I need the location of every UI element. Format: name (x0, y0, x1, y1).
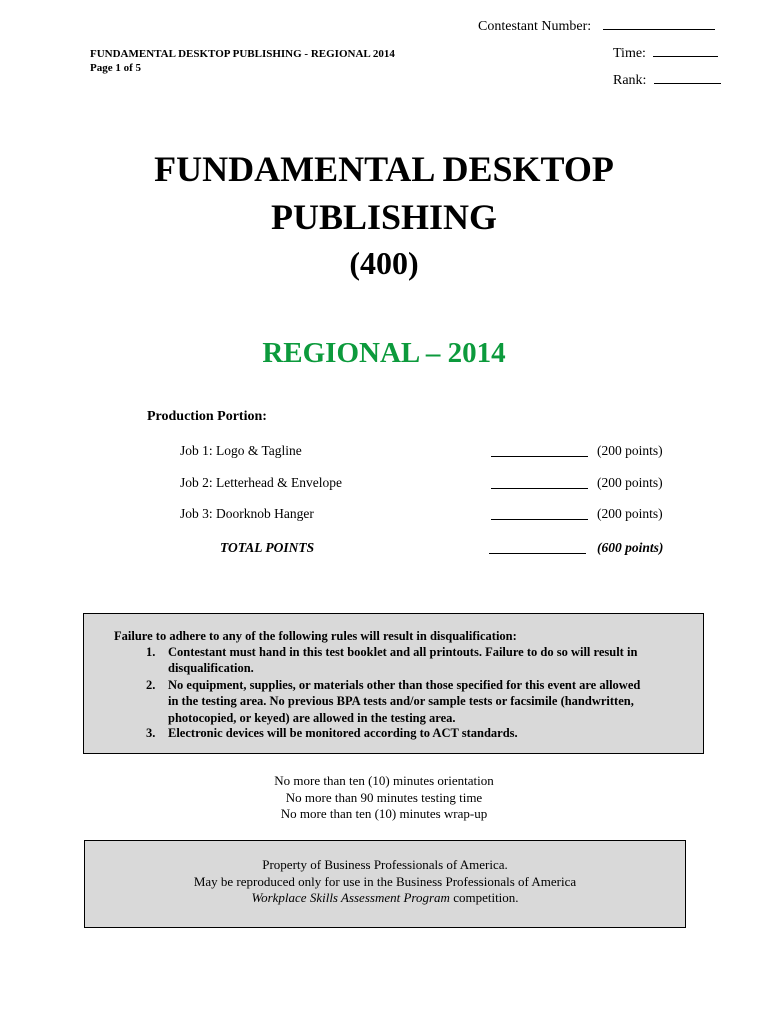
header-doc-title: FUNDAMENTAL DESKTOP PUBLISHING - REGIONAL 2014 (90, 48, 395, 60)
job-row (0, 443, 768, 463)
job-name: Job 3: Doorknob Hanger (180, 506, 314, 521)
running-header (90, 47, 395, 75)
job-score-field[interactable] (491, 519, 588, 520)
total-points-value: (600 points) (597, 540, 664, 555)
rank-label: Rank: (613, 73, 647, 88)
total-points-row (0, 540, 768, 560)
title-line-1: FUNDAMENTAL DESKTOP (154, 149, 614, 189)
job-name: Job 2: Letterhead & Envelope (180, 475, 342, 490)
time-limit-line: No more than 90 minutes testing time (285, 789, 483, 805)
rule-text: No equipment, supplies, or materials other than those specified for this event are allowed in the testing area. No previous BPA tests and/or sample tests or facsimile (handwritten, photocopied, or keyed) are allowed in the testing area. (168, 678, 641, 725)
job-points: (200 points) (597, 475, 663, 490)
job-score-field[interactable] (491, 488, 588, 489)
rank-field[interactable] (654, 71, 721, 84)
job-name: Job 1: Logo & Tagline (180, 443, 302, 458)
property-line-3 (85, 890, 685, 907)
contestant-number-field[interactable] (603, 17, 715, 30)
rule-number: 3. (146, 726, 156, 740)
job-points: (200 points) (597, 443, 663, 458)
rule-text: Electronic devices will be monitored according to ACT standards. (168, 726, 518, 740)
regional-heading: REGIONAL – 2014 (262, 337, 506, 369)
rule-text: Contestant must hand in this test booklet and all printouts. Failure to do so will result in disqualification. (168, 645, 638, 676)
job-row (0, 475, 768, 495)
header-page-number: Page 1 of 5 (90, 62, 142, 74)
time-limit-line: No more than ten (10) minutes wrap-up (280, 806, 488, 821)
disqualification-rules-box (83, 613, 704, 754)
rule-item (146, 677, 646, 727)
program-name: Workplace Skills Assessment Program (251, 890, 450, 905)
rule-number: 1. (146, 645, 156, 659)
property-line-1: Property of Business Professionals of America. (262, 857, 508, 872)
title-line-2: PUBLISHING (270, 197, 498, 237)
job-score-field[interactable] (491, 456, 588, 457)
event-code: (400) (349, 245, 419, 281)
time-field[interactable] (653, 44, 718, 57)
job-row (0, 506, 768, 526)
property-line-3-rest: competition. (449, 890, 519, 905)
property-line-2: May be reproduced only for use in the Business Professionals of America (193, 873, 577, 889)
job-points: (200 points) (597, 506, 663, 521)
production-portion-label: Production Portion: (147, 409, 267, 424)
rank-row (613, 71, 721, 89)
rule-item (146, 644, 646, 677)
time-limits (0, 773, 768, 823)
rule-number: 2. (146, 678, 156, 692)
rules-intro: Failure to adhere to any of the following rules will result in disqualification: (114, 629, 517, 643)
contestant-number-label: Contestant Number: (478, 19, 592, 34)
property-notice-box (84, 840, 686, 928)
total-points-label: TOTAL POINTS (220, 540, 315, 555)
time-row (613, 44, 718, 62)
rule-item (146, 725, 646, 742)
time-label: Time: (613, 46, 646, 61)
contestant-number-row (478, 17, 715, 35)
total-score-field[interactable] (489, 553, 586, 554)
time-limit-line: No more than ten (10) minutes orientation (274, 773, 494, 788)
